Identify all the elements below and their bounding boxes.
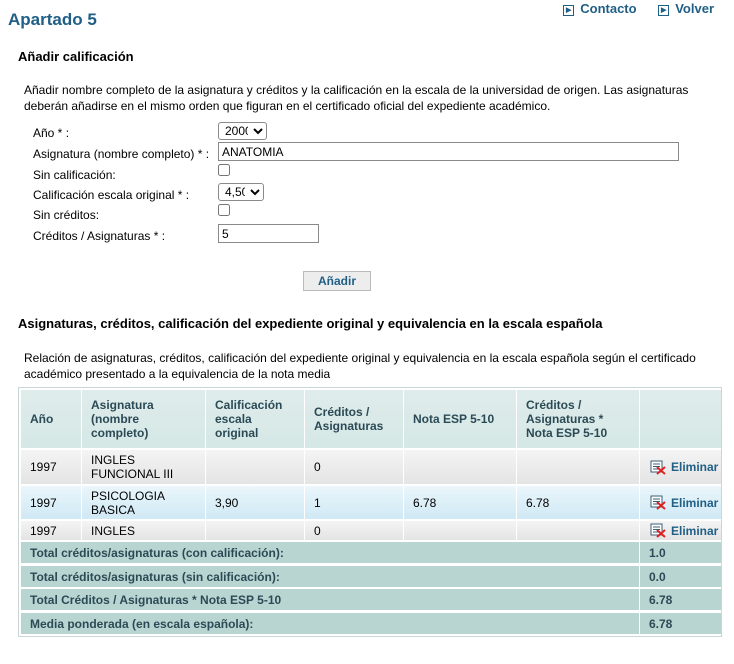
back-label: Volver bbox=[675, 1, 714, 16]
credits-input[interactable] bbox=[218, 224, 319, 243]
table-row-product: 6.78 bbox=[517, 486, 639, 519]
header-subject: Asignatura (nombre completo) bbox=[82, 390, 205, 448]
delete-icon bbox=[650, 460, 667, 475]
subject-input[interactable] bbox=[218, 142, 679, 161]
table-row-credits: 0 bbox=[305, 450, 403, 484]
delete-icon bbox=[650, 523, 667, 538]
arrow-icon: ▶ bbox=[563, 5, 574, 16]
table-row-grade: 3,90 bbox=[206, 486, 304, 519]
table-row-esp bbox=[404, 450, 516, 484]
table-row-year: 1997 bbox=[21, 450, 81, 484]
delete-icon bbox=[650, 495, 667, 510]
top-links bbox=[545, 1, 714, 16]
no-credits-checkbox[interactable] bbox=[218, 204, 230, 216]
add-section-description: Añadir nombre completo de la asignatura y créditos y la calificación en la escala de la universidad de origen. Las asignaturas deberán añadirse en el mismo orden que figuran en el certificado oficial del expediente académico. bbox=[24, 83, 689, 113]
header-actions bbox=[640, 390, 721, 448]
table-row-product bbox=[517, 450, 639, 484]
total-value: 1.0 bbox=[640, 542, 721, 563]
year-label: Año * : bbox=[33, 126, 70, 140]
back-link[interactable] bbox=[658, 1, 714, 16]
year-select[interactable] bbox=[218, 122, 267, 140]
table-row-subject: INGLES FUNCIONAL III bbox=[82, 450, 205, 484]
delete-button[interactable] bbox=[640, 450, 721, 484]
arrow-icon: ▶ bbox=[658, 5, 669, 16]
total-value: 6.78 bbox=[640, 613, 721, 634]
table-row-credits: 1 bbox=[305, 486, 403, 519]
grade-select[interactable] bbox=[218, 183, 264, 201]
header-year: Año bbox=[21, 390, 81, 448]
delete-label: Eliminar bbox=[671, 523, 719, 538]
no-grade-label: Sin calificación: bbox=[33, 168, 116, 182]
table-row-year: 1997 bbox=[21, 486, 81, 519]
total-label: Total Créditos / Asignaturas * Nota ESP 5-10 bbox=[21, 589, 639, 610]
grade-label: Calificación escala original * : bbox=[33, 188, 190, 202]
contact-link[interactable] bbox=[563, 1, 636, 16]
table-row-year: 1997 bbox=[21, 521, 81, 540]
delete-button[interactable] bbox=[640, 486, 721, 519]
table-row-esp: 6.78 bbox=[404, 486, 516, 519]
total-value: 6.78 bbox=[640, 589, 721, 610]
delete-label: Eliminar bbox=[671, 460, 719, 474]
table-row-esp bbox=[404, 521, 516, 540]
no-credits-label: Sin créditos: bbox=[33, 208, 100, 222]
delete-label: Eliminar bbox=[671, 495, 719, 510]
table-section-description: Relación de asignaturas, créditos, calificación del expediente original y equivalencia en la escala española según el certificado académico presentado a la equivalencia de la nota media bbox=[24, 351, 696, 381]
add-section-title: Añadir calificación bbox=[18, 49, 134, 64]
header-grade: Calificación escala original bbox=[206, 390, 304, 448]
table-section-title: Asignaturas, créditos, calificación del expediente original y equivalencia en la escala española bbox=[18, 316, 603, 331]
header-product: Créditos / Asignaturas * Nota ESP 5-10 bbox=[517, 390, 639, 448]
delete-button[interactable] bbox=[640, 521, 721, 540]
add-button[interactable]: Añadir bbox=[303, 271, 371, 291]
contact-label: Contacto bbox=[580, 1, 637, 16]
header-credits: Créditos / Asignaturas bbox=[305, 390, 403, 448]
table-row-grade bbox=[206, 521, 304, 540]
total-label: Total créditos/asignaturas (con calificación): bbox=[21, 542, 639, 563]
table-row-subject: INGLES bbox=[82, 521, 205, 540]
total-label: Total créditos/asignaturas (sin calificación): bbox=[21, 566, 639, 587]
table-row-product bbox=[517, 521, 639, 540]
table-row-credits: 0 bbox=[305, 521, 403, 540]
total-value: 0.0 bbox=[640, 566, 721, 587]
credits-label: Créditos / Asignaturas * : bbox=[33, 229, 166, 243]
grades-table bbox=[18, 387, 722, 637]
table-row-grade bbox=[206, 450, 304, 484]
total-label: Media ponderada (en escala española): bbox=[21, 613, 639, 634]
page-title: Apartado 5 bbox=[8, 10, 97, 29]
header-esp: Nota ESP 5-10 bbox=[404, 390, 516, 448]
table-row-subject: PSICOLOGIA BASICA bbox=[82, 486, 205, 519]
subject-label: Asignatura (nombre completo) * : bbox=[33, 147, 210, 161]
no-grade-checkbox[interactable] bbox=[218, 164, 230, 176]
